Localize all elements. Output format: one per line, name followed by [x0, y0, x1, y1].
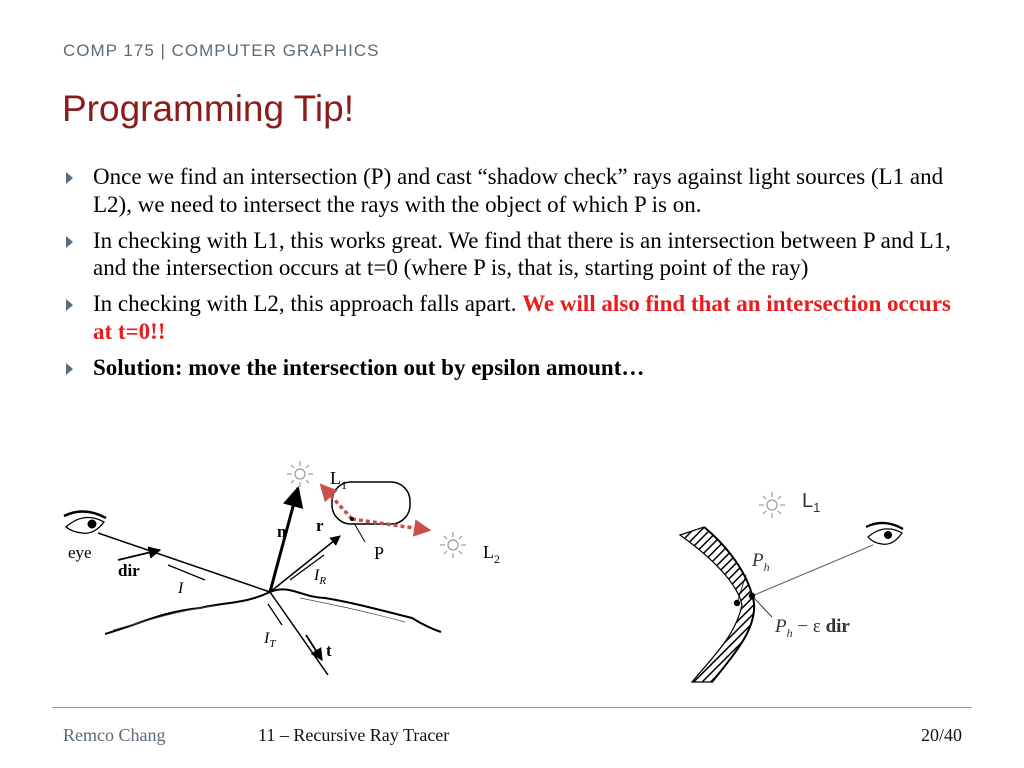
- left-diagram: [64, 461, 500, 675]
- L1-label: $L_1$: [330, 468, 347, 492]
- normal-label: n: [277, 522, 287, 541]
- Ph-label: $P_h$: [752, 550, 770, 574]
- light-L2-icon: [440, 532, 466, 558]
- IR-label: $I_R$: [314, 567, 327, 587]
- eye-icon: [866, 523, 903, 544]
- bullet-text: In checking with L2, this approach falls apart.: [93, 291, 523, 316]
- transmit-label: t: [326, 641, 332, 660]
- right-diagram: [680, 490, 903, 682]
- reflect-label: r: [316, 516, 324, 535]
- bullet-text: In checking with L1, this works great. We find that there is an intersection between P and L1, and the intersection occurs at t=0 (where P is, that is, starting point of the ray): [93, 227, 951, 280]
- light-L1-icon: [287, 461, 313, 487]
- L1-label-right: $L_1$: [802, 490, 821, 515]
- IT-label: $I_T$: [264, 630, 276, 650]
- footer-lecture: 11 – Recursive Ray Tracer: [258, 725, 450, 745]
- footer-author: Remco Chang: [63, 725, 166, 745]
- hatched-surface: [680, 527, 754, 682]
- I-label: I: [178, 580, 184, 597]
- reflect-arrow: [270, 536, 340, 592]
- slide-title: Programming Tip!: [62, 88, 354, 129]
- footer-page-number: 20/40: [920, 725, 962, 745]
- dir-label: dir: [118, 561, 140, 580]
- footer-divider: [52, 707, 972, 708]
- L2-label: $L_2$: [483, 542, 500, 566]
- transmit-ray: [270, 592, 328, 675]
- P-label: P: [374, 543, 385, 563]
- light-L1-icon: [759, 492, 785, 518]
- eye-icon: [64, 511, 106, 533]
- course-header: COMP 175 | COMPUTER GRAPHICS: [63, 41, 380, 60]
- view-ray: [752, 545, 873, 596]
- offset-label: $P_h - \varepsilon$ dir: [775, 616, 850, 640]
- bullet-text: Once we find an intersection (P) and cast “shadow check” rays against light sources (L1 and L2), we need to intersect the rays with the object of which P is on.: [93, 164, 944, 217]
- bullet-emphasis: We will also find that an intersection occurs at t=0!!: [93, 291, 951, 344]
- bullet-text: Solution: move the intersection out by epsilon amount…: [93, 354, 645, 380]
- eye-label: eye: [68, 543, 92, 562]
- dir-arrow: [118, 550, 160, 560]
